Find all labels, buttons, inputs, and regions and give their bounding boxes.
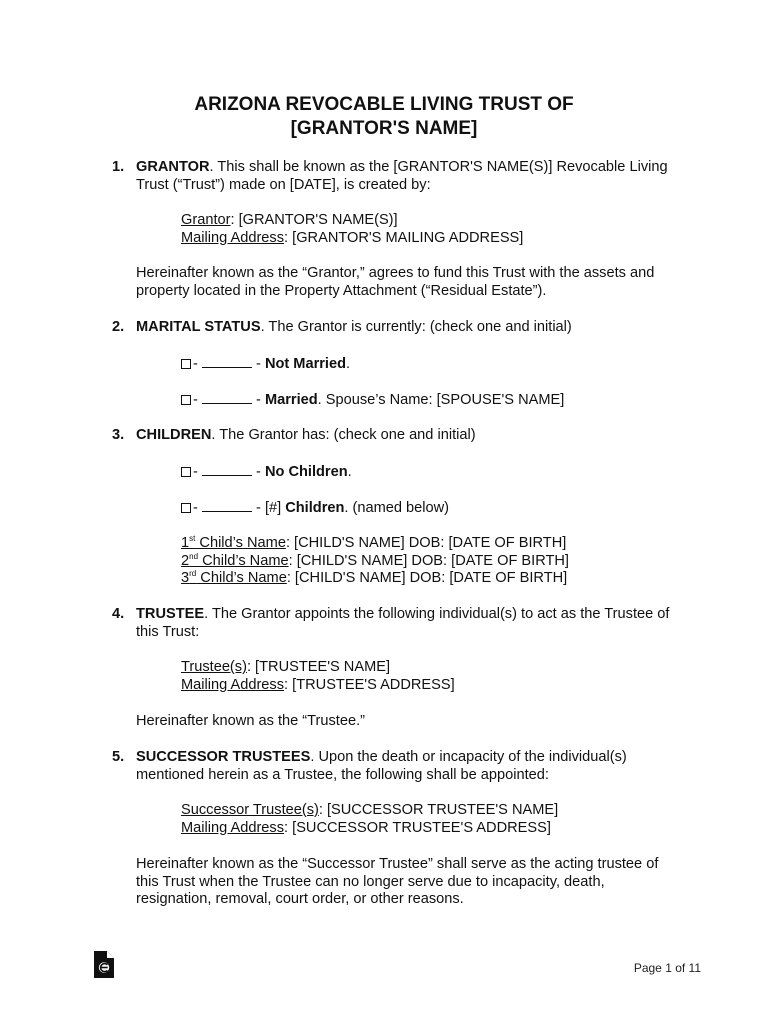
option-not-married[interactable]: - - Not Married.: [181, 355, 350, 374]
successor-trustee-value: : [SUCCESSOR TRUSTEE'S NAME]: [318, 802, 559, 818]
section-4-number: 4.: [112, 606, 125, 622]
child-2-label: 2nd Child’s Name: [181, 552, 289, 569]
successor-address-line: [181, 820, 551, 838]
page-number: Page 1 of 11: [633, 961, 701, 975]
section-4-intro: [136, 606, 681, 641]
checkbox-no-children[interactable]: [181, 467, 191, 477]
grantor-label: Grantor: [181, 212, 231, 228]
checkbox-not-married[interactable]: [181, 359, 191, 369]
section-3-text: . The Grantor has: (check one and initial): [211, 427, 476, 443]
section-1-text: . This shall be known as the [GRANTOR'S NAME(S)] Revocable Living Trust (“Trust”) made on [DATE], is created by:: [136, 159, 668, 193]
grantor-address-value: : [GRANTOR'S MAILING ADDRESS]: [284, 230, 524, 246]
no-children-label: No Children: [264, 464, 348, 480]
section-3-intro: [136, 427, 681, 445]
trustee-label: Trustee(s): [181, 659, 247, 675]
checkbox-children[interactable]: [181, 503, 191, 513]
trustee-address-label: Mailing Address: [181, 677, 285, 693]
section-2-number: 2.: [112, 319, 125, 335]
child-1-line: [181, 535, 566, 553]
section-5-number: 5.: [112, 749, 125, 765]
eforms-document-icon: [94, 951, 114, 978]
successor-address-value: : [SUCCESSOR TRUSTEE'S ADDRESS]: [284, 820, 551, 836]
section-5-after: Hereinafter known as the “Successor Trustee” shall serve as the acting trustee of this Trust when the Trustee can no longer serve due to incapacity, death, resignation, removal, court order, or other reasons.: [136, 856, 659, 907]
child-2-line: [181, 553, 569, 571]
section-2-intro: [136, 319, 681, 337]
checkbox-married[interactable]: [181, 395, 191, 405]
section-4-text: . The Grantor appoints the following individual(s) to act as the Trustee of this Trust:: [136, 606, 670, 640]
trustee-address-value: : [TRUSTEE'S ADDRESS]: [284, 677, 455, 693]
section-5-intro: [136, 749, 681, 784]
children-count-placeholder: [#]: [264, 500, 286, 516]
grantor-address-label: Mailing Address: [181, 230, 285, 246]
option-married[interactable]: - - Married. Spouse’s Name: [SPOUSE'S NAME]: [181, 391, 564, 410]
document-title-line2: [GRANTOR'S NAME]: [290, 118, 478, 139]
grantor-line: [181, 212, 398, 230]
section-1-number: 1.: [112, 159, 125, 175]
section-1-after: Hereinafter known as the “Grantor,” agrees to fund this Trust with the assets and property located in the Property Attachment (“Residual Estate”).: [136, 265, 655, 299]
option-no-children[interactable]: - - No Children.: [181, 463, 352, 482]
child-3-line: [181, 570, 567, 588]
section-3-number: 3.: [112, 427, 125, 443]
successor-trustee-line: [181, 802, 558, 820]
initial-blank-married[interactable]: [202, 391, 252, 404]
child-3-value: : [CHILD'S NAME] DOB: [DATE OF BIRTH]: [286, 570, 568, 586]
spouse-name-text: . Spouse’s Name: [SPOUSE'S NAME]: [317, 392, 565, 408]
initial-blank-not-married[interactable]: [202, 355, 252, 368]
child-1-value: : [CHILD'S NAME] DOB: [DATE OF BIRTH]: [285, 535, 567, 551]
trustee-line: [181, 659, 390, 677]
child-2-value: : [CHILD'S NAME] DOB: [DATE OF BIRTH]: [288, 553, 569, 569]
document-title-line1: ARIZONA REVOCABLE LIVING TRUST OF: [194, 94, 574, 115]
section-1-intro: [136, 159, 681, 194]
successor-address-label: Mailing Address: [181, 820, 285, 836]
child-1-label: 1st Child’s Name: [181, 534, 286, 551]
section-4-after: Hereinafter known as the “Trustee.”: [136, 713, 366, 729]
trustee-value: : [TRUSTEE'S NAME]: [246, 659, 391, 675]
initial-blank-no-children[interactable]: [202, 463, 252, 476]
married-label: Married: [264, 392, 318, 408]
grantor-address-line: [181, 230, 523, 248]
section-3-heading: CHILDREN: [136, 427, 212, 443]
successor-trustee-label: Successor Trustee(s): [181, 802, 319, 818]
trustee-address-line: [181, 677, 455, 695]
section-2-heading: MARITAL STATUS: [136, 319, 261, 335]
child-3-label: 3rd Child’s Name: [181, 569, 287, 586]
section-5-heading: SUCCESSOR TRUSTEES: [136, 749, 311, 765]
section-5-text: . Upon the death or incapacity of the individual(s) mentioned herein as a Trustee, the following shall be appointed:: [136, 749, 627, 783]
grantor-value: : [GRANTOR'S NAME(S)]: [230, 212, 398, 228]
section-4-heading: TRUSTEE: [136, 606, 205, 622]
section-1-heading: GRANTOR: [136, 159, 210, 175]
children-label: Children: [285, 500, 345, 516]
initial-blank-children[interactable]: [202, 499, 252, 512]
option-children[interactable]: - - [#] Children. (named below): [181, 499, 449, 518]
not-married-label: Not Married: [264, 356, 347, 372]
section-2-text: . The Grantor is currently: (check one and initial): [260, 319, 572, 335]
